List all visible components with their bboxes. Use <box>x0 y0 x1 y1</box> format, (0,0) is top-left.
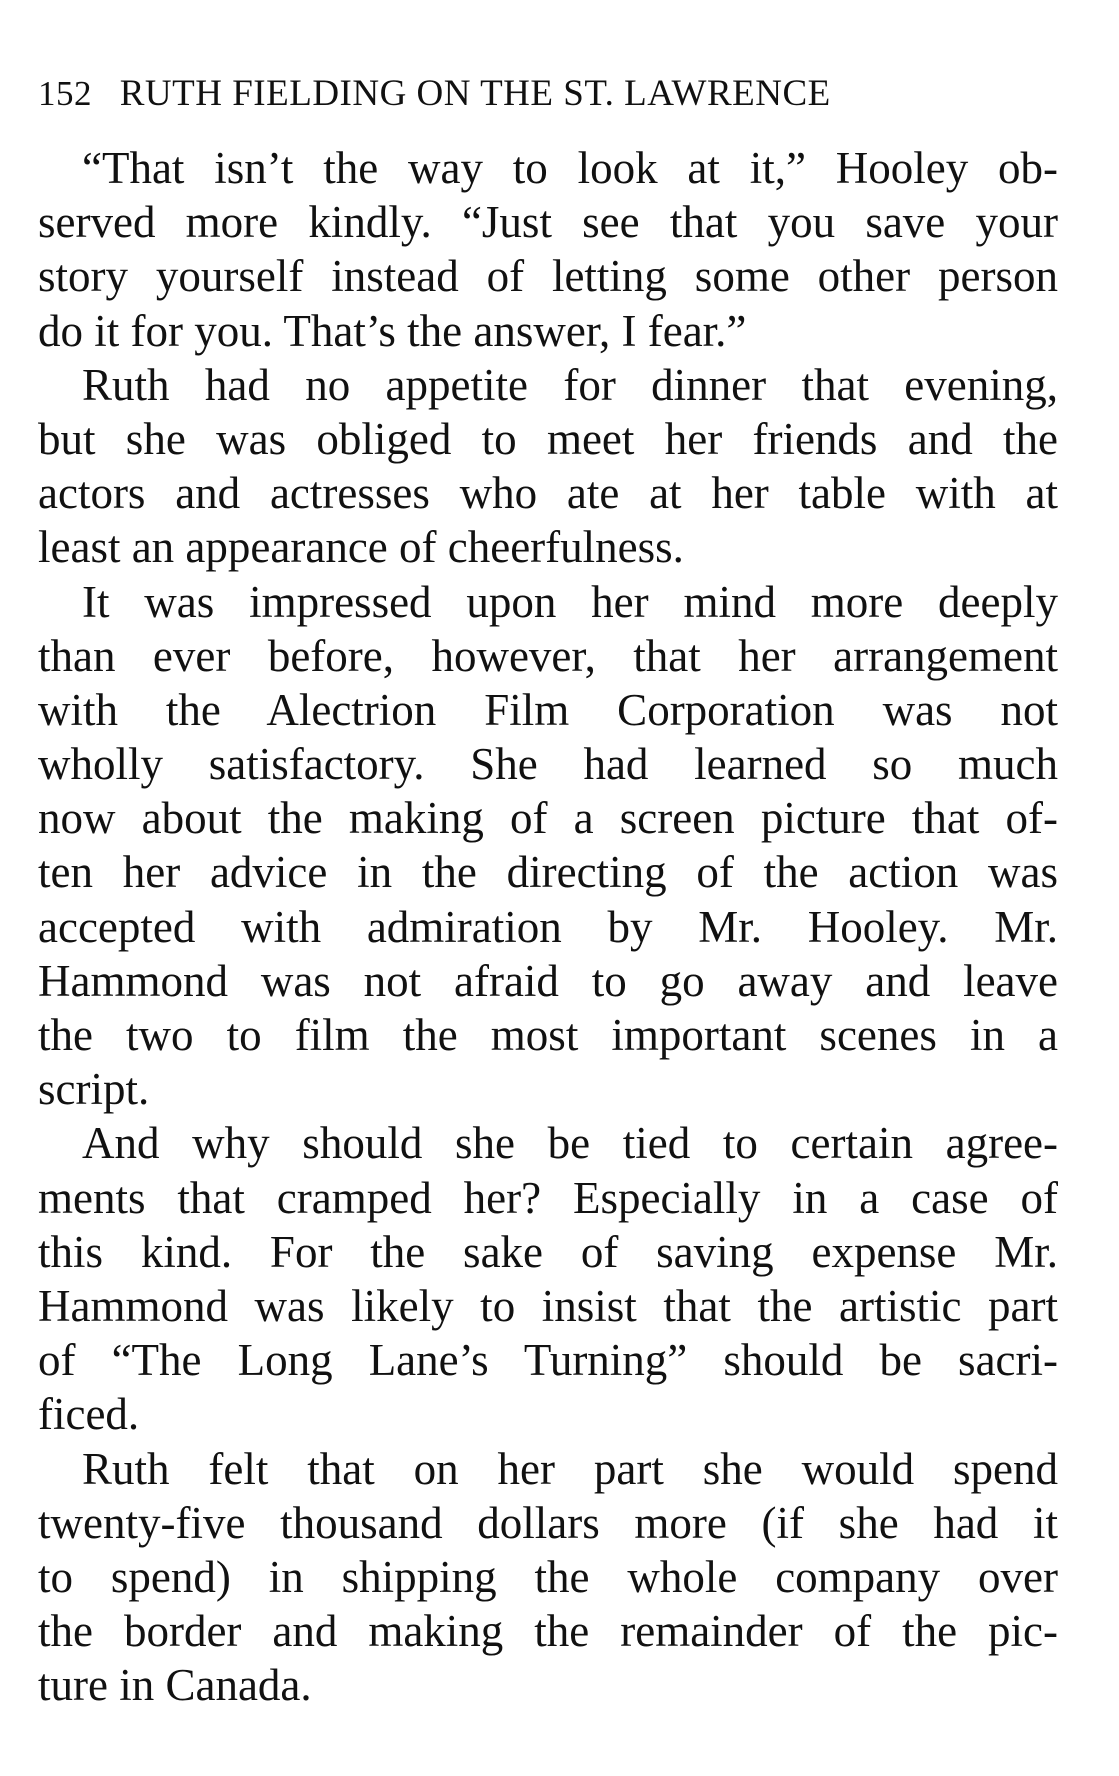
text-line: this kind. For the sake of saving expense Mr. <box>38 1226 1058 1277</box>
text-line: Ruth had no appetite for dinner that evening, <box>82 359 1058 410</box>
text-line: now about the making of a screen picture that of- <box>38 793 1058 844</box>
text-line: story yourself instead of letting some other person <box>38 251 1058 302</box>
text-line: accepted with admiration by Mr. Hooley. Mr. <box>38 901 1058 952</box>
text-line: but she was obliged to meet her friends and the <box>38 413 1058 464</box>
text-line: ficed. <box>38 1389 140 1440</box>
page-number: 152 <box>38 74 92 113</box>
text-line: wholly satisfactory. She had learned so much <box>38 739 1058 790</box>
text-line: “That isn’t the way to look at it,” Hooley ob- <box>82 143 1058 193</box>
paragraph <box>38 1116 1058 1441</box>
paragraph <box>38 575 1058 1117</box>
text-line: of “The Long Lane’s Turning” should be sacri- <box>38 1335 1058 1386</box>
text-line: least an appearance of cheerfulness. <box>38 522 684 573</box>
paragraph <box>38 358 1058 575</box>
text-line: with the Alectrion Film Corporation was not <box>38 684 1058 735</box>
text-line: And why should she be tied to certain agree- <box>82 1118 1058 1169</box>
text-line: twenty-five thousand dollars more (if she had it <box>38 1497 1058 1548</box>
body-text <box>38 141 1058 1712</box>
text-line: served more kindly. “Just see that you save your <box>38 197 1058 248</box>
text-line: to spend) in shipping the whole company over <box>38 1551 1058 1602</box>
text-line: the two to film the most important scenes in a <box>38 1010 1058 1060</box>
paragraph <box>38 1442 1058 1713</box>
text-line: than ever before, however, that her arrangement <box>38 630 1058 681</box>
text-line: ten her advice in the directing of the action was <box>38 847 1058 898</box>
text-line: script. <box>38 1064 150 1115</box>
text-line: ture in Canada. <box>38 1660 312 1711</box>
text-line: do it for you. That’s the answer, I fear.” <box>38 305 747 356</box>
running-title: RUTH FIELDING ON THE ST. LAWRENCE <box>119 73 831 114</box>
text-line: actors and actresses who ate at her table with at <box>38 468 1058 519</box>
text-line: Hammond was not afraid to go away and leave <box>38 955 1058 1006</box>
text-line: Hammond was likely to insist that the artistic part <box>38 1280 1058 1331</box>
text-line: Ruth felt that on her part she would spend <box>82 1443 1058 1494</box>
text-line: the border and making the remainder of the pic- <box>38 1606 1058 1657</box>
paragraph <box>38 141 1058 358</box>
running-header <box>38 70 1038 118</box>
text-line: It was impressed upon her mind more deeply <box>82 576 1058 627</box>
text-line: ments that cramped her? Especially in a case of <box>38 1172 1058 1223</box>
